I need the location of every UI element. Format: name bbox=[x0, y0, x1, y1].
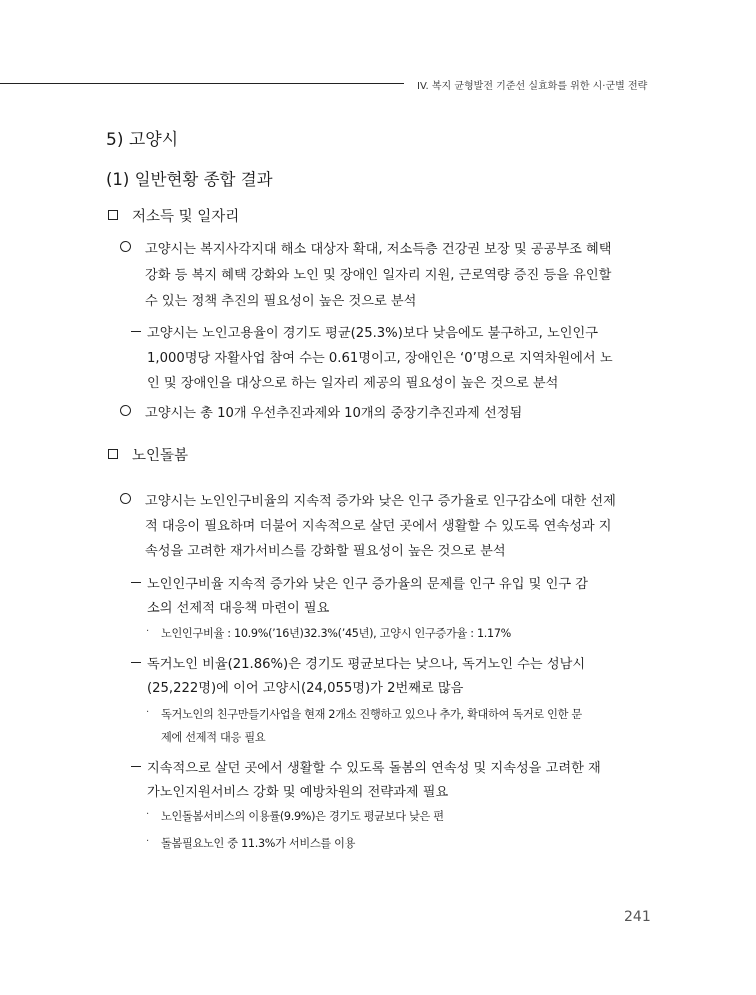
note-line: 돌봄필요노인 중 11.3%가 서비스를 이용 bbox=[161, 837, 356, 850]
dash-bullet-icon bbox=[131, 582, 141, 583]
small-dot-bullet-icon: · bbox=[146, 707, 150, 718]
circle-bullet-icon bbox=[120, 493, 131, 504]
paragraph-line: 고양시는 복지사각지대 해소 대상자 확대, 저소득층 건강권 보장 및 공공부조 혜택 bbox=[145, 242, 612, 257]
paragraph-line: (25,222명)에 이어 고양시(24,055명)가 2번째로 많음 bbox=[147, 681, 464, 696]
circle-bullet-icon bbox=[120, 405, 131, 416]
circle-bullet-icon bbox=[120, 241, 131, 252]
paragraph-line: 소의 선제적 대응책 마련이 필요 bbox=[147, 601, 330, 616]
note-line: 노인돌봄서비스의 이용률(9.9%)은 경기도 평균보다 낮은 편 bbox=[161, 810, 444, 823]
paragraph-line: 1,000명당 자활사업 참여 수는 0.61명이고, 장애인은 ‘0’명으로 지역차원에서 노 bbox=[147, 351, 613, 366]
header-rule bbox=[0, 83, 404, 84]
note-line: 독거노인의 친구만들기사업을 현재 2개소 진행하고 있으나 추가, 확대하여 독거로 인한 문 bbox=[161, 708, 582, 721]
note-line: 노인인구비율 : 10.9%(’16년)32.3%(’45년), 고양시 인구증가율 : 1.17% bbox=[161, 627, 512, 640]
note-line: 제에 선제적 대응 필요 bbox=[161, 731, 266, 744]
dash-bullet-icon bbox=[131, 662, 141, 663]
paragraph-line: 고양시는 노인인구비율의 지속적 증가와 낮은 인구 증가율로 인구감소에 대한 선제 bbox=[145, 494, 616, 509]
paragraph-line: 지속적으로 살던 곳에서 생활할 수 있도록 돌봄의 연속성 및 지속성을 고려한 재 bbox=[147, 761, 601, 776]
dash-bullet-icon bbox=[131, 331, 141, 332]
paragraph-line: 적 대응이 필요하며 더불어 지속적으로 살던 곳에서 생활할 수 있도록 연속성과 지 bbox=[145, 519, 612, 534]
section-title: 5) 고양시 bbox=[106, 130, 179, 150]
running-header: IV. 복지 균형발전 기준선 실효화를 위한 시·군별 전략 bbox=[417, 81, 648, 92]
paragraph-line: 고양시는 총 10개 우선추진과제와 10개의 중장기추진과제 선정됨 bbox=[145, 406, 523, 421]
block-heading-elderly-care: 노인돌봄 bbox=[132, 448, 189, 464]
small-dot-bullet-icon: · bbox=[146, 626, 150, 637]
paragraph-line: 독거노인 비율(21.86%)은 경기도 평균보다는 낮으나, 독거노인 수는 성남시 bbox=[147, 657, 586, 672]
paragraph-line: 고양시는 노인고용율이 경기도 평균(25.3%)보다 낮음에도 불구하고, 노인인구 bbox=[147, 326, 598, 341]
page-number: 241 bbox=[624, 909, 651, 925]
paragraph-line: 인 및 장애인을 대상으로 하는 일자리 제공의 필요성이 높은 것으로 분석 bbox=[147, 376, 559, 391]
dash-bullet-icon bbox=[131, 766, 141, 767]
paragraph-line: 수 있는 정책 추진의 필요성이 높은 것으로 분석 bbox=[145, 294, 417, 309]
paragraph-line: 가노인지원서비스 강화 및 예방차원의 전략과제 필요 bbox=[147, 785, 449, 800]
paragraph-line: 속성을 고려한 재가서비스를 강화할 필요성이 높은 것으로 분석 bbox=[145, 544, 506, 559]
square-bullet-icon bbox=[108, 210, 118, 220]
small-dot-bullet-icon: · bbox=[146, 836, 150, 847]
block-heading-low-income: 저소득 및 일자리 bbox=[132, 209, 240, 225]
square-bullet-icon bbox=[108, 449, 118, 459]
paragraph-line: 노인인구비율 지속적 증가와 낮은 인구 증가율의 문제를 인구 유입 및 인구 감 bbox=[147, 577, 589, 592]
subsection-title: (1) 일반현황 종합 결과 bbox=[106, 170, 273, 189]
paragraph-line: 강화 등 복지 혜택 강화와 노인 및 장애인 일자리 지원, 근로역량 증진 등을 유인할 bbox=[145, 268, 612, 283]
small-dot-bullet-icon: · bbox=[146, 809, 150, 820]
